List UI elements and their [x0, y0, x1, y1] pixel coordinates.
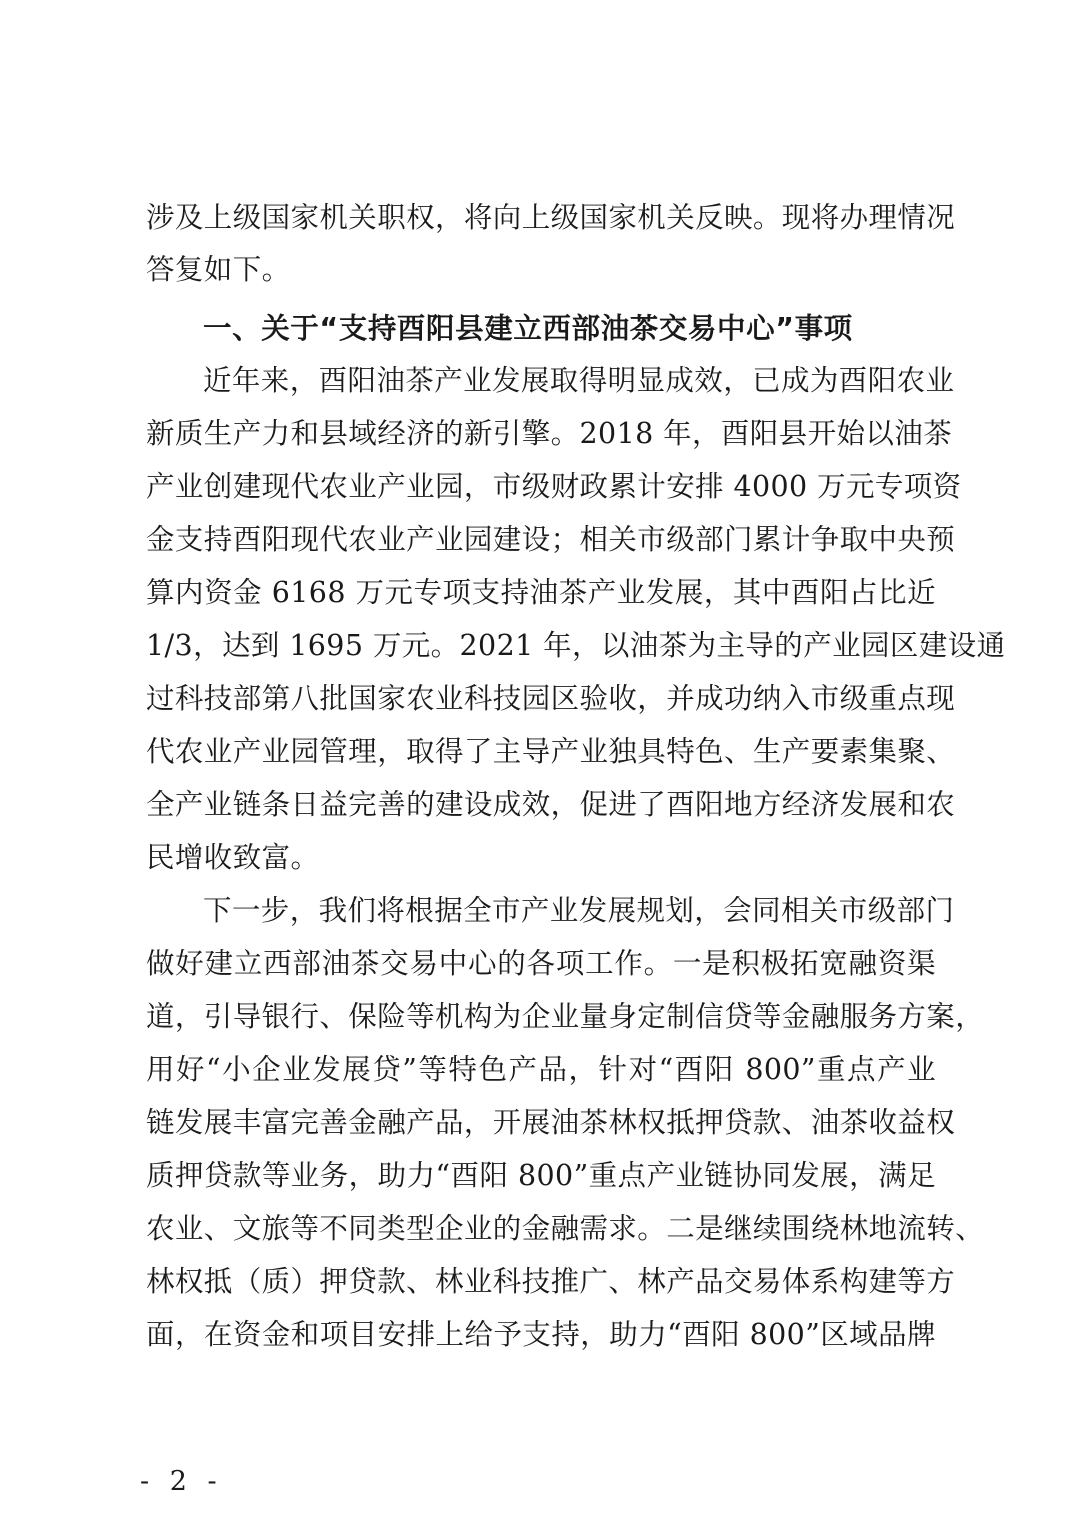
- paragraph-line: 全产业链条日益完善的建设成效，促进了酉阳地方经济发展和农: [146, 788, 956, 821]
- paragraph-line: 过科技部第八批国家农业科技园区验收，并成功纳入市级重点现: [146, 682, 956, 715]
- paragraph-line: 面，在资金和项目安排上给予支持，助力“酉阳 800”区域品牌: [146, 1318, 936, 1351]
- paragraph-line: 链发展丰富完善金融产品，开展油茶林权抵押贷款、油茶收益权: [146, 1106, 956, 1139]
- paragraph-line: 产业创建现代农业产业园，市级财政累计安排 4000 万元专项资: [146, 470, 962, 503]
- paragraph-line: 1/3，达到 1695 万元。2021 年，以油茶为主导的产业园区建设通: [146, 629, 1006, 662]
- paragraph-line: 近年来，酉阳油茶产业发展取得明显成效，已成为酉阳农业: [203, 364, 955, 397]
- paragraph-line: 代农业产业园管理，取得了主导产业独具特色、生产要素集聚、: [146, 735, 956, 768]
- paragraph-line: 新质生产力和县域经济的新引擎。2018 年，酉阳县开始以油茶: [146, 417, 953, 450]
- paragraph-line: 下一步，我们将根据全市产业发展规划，会同相关市级部门: [203, 894, 955, 927]
- page-number: - 2 -: [140, 1466, 223, 1497]
- text-line: 答复如下。: [146, 253, 291, 286]
- text-line: 涉及上级国家机关职权，将向上级国家机关反映。现将办理情况: [146, 201, 956, 234]
- paragraph-line: 算内资金 6168 万元专项支持油茶产业发展，其中酉阳占比近: [146, 576, 936, 609]
- paragraph-line: 金支持酉阳现代农业产业园建设；相关市级部门累计争取中央预: [146, 523, 956, 556]
- paragraph-line: 做好建立西部油茶交易中心的各项工作。一是积极拓宽融资渠: [146, 947, 936, 980]
- paragraph-line: 林权抵（质）押贷款、林业科技推广、林产品交易体系构建等方: [146, 1265, 956, 1298]
- paragraph-line: 农业、文旅等不同类型企业的金融需求。二是继续围绕林地流转、: [146, 1212, 985, 1245]
- paragraph-line: 民增收致富。: [146, 841, 320, 874]
- paragraph-line: 用好“小企业发展贷”等特色产品，针对“酉阳 800”重点产业: [146, 1053, 936, 1086]
- paragraph-line: 质押贷款等业务，助力“酉阳 800”重点产业链协同发展，满足: [146, 1159, 936, 1192]
- section-heading: 一、关于“支持酉阳县建立西部油茶交易中心”事项: [203, 312, 853, 345]
- paragraph-line: 道，引导银行、保险等机构为企业量身定制信贷等金融服务方案，: [146, 1000, 985, 1033]
